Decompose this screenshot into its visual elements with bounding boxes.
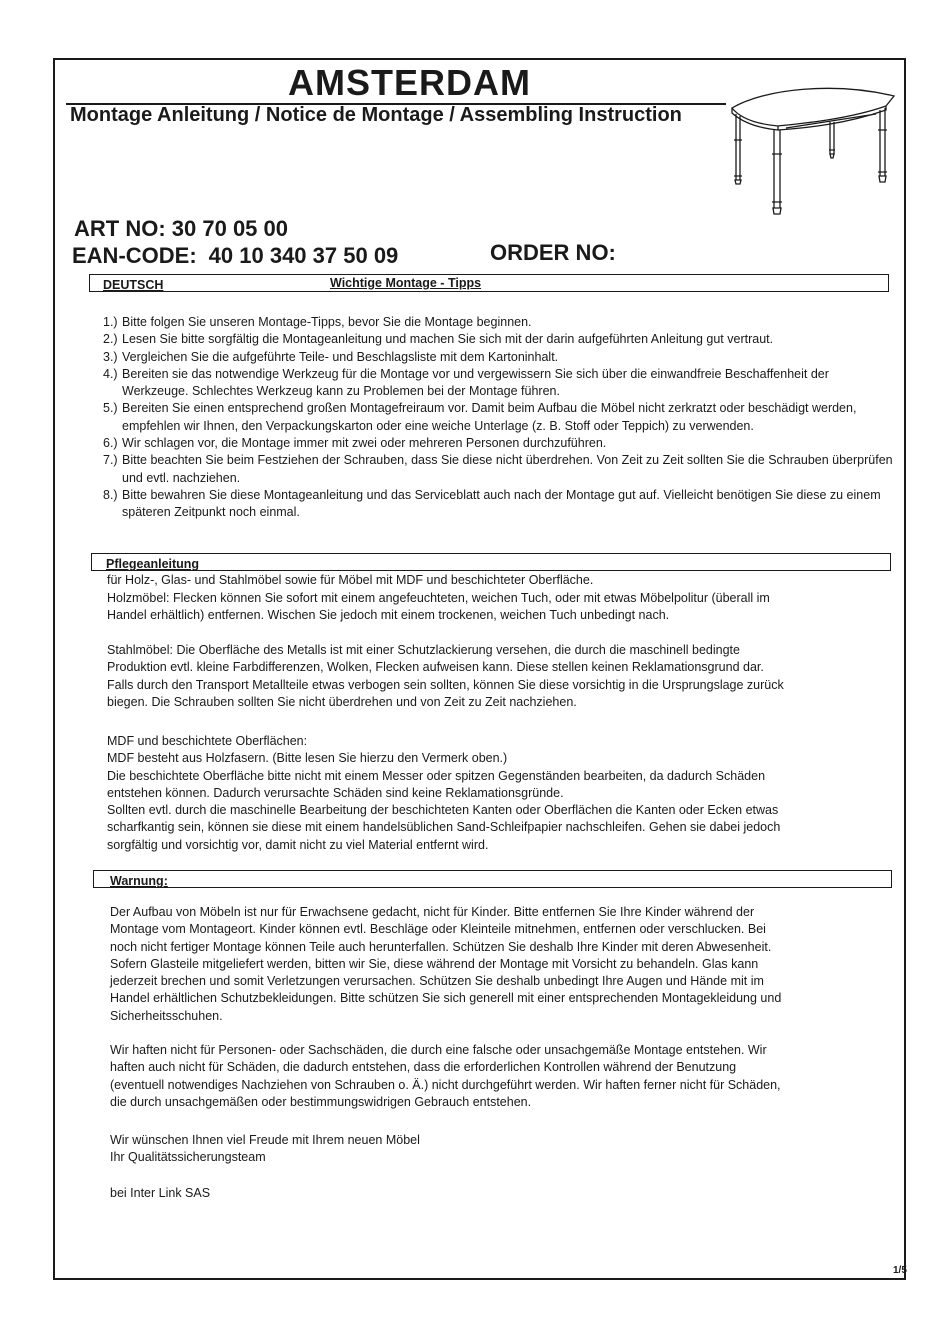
care-mdf: MDF und beschichtete Oberflächen: MDF besteht aus Holzfasern. (Bitte lesen Sie hierzu den Vermerk oben.) Die beschichtete Oberfläche bitte nicht mit einem Messer oder spitzen Gegenständen bearbeiten, da dadurch Schäden entstehen können. Dadurch verursachte Schäden sind keine Reklamationsgründe. Sollten evtl. durch die maschinelle Bearbeitung der beschichteten Kanten oder Oberflächen die Kanten oder Ecken etwas scharfkantig sein, können sie diese mit einem handelsüblichen Sand-Schleifpapier nachschleifen. Gehen sie dabei jedoch sorgfältig und vorsichtig vor, damit nicht zu viel Material entfernt wird. (107, 734, 781, 852)
document-title: AMSTERDAM (288, 62, 531, 103)
tips-list (103, 314, 893, 522)
signature: bei Inter Link SAS (110, 1186, 211, 1200)
care-wood: Holzmöbel: Flecken können Sie sofort mit einem angefeuchteten, weichen Tuch, oder mit etwas Möbelpolitur (überall im Handel erhältlich) entfernen. Wischen Sie jedoch mit einem trockenen, weichen Tuch unbedingt nach. (107, 591, 770, 623)
care-heading: Pflegeanleitung (106, 557, 200, 571)
tips-heading: Wichtige Montage - Tipps (330, 276, 482, 290)
list-item: 8.) Bitte bewahren Sie diese Montageanleitung und das Serviceblatt auch nach der Montage gut auf. Vielleicht benötigen Sie diese zu einem späteren Zeitpunkt noch einmal. (103, 487, 881, 520)
list-item: 1.) Bitte folgen Sie unseren Montage-Tipps, bevor Sie die Montage beginnen. (103, 315, 532, 329)
art-no (74, 216, 288, 242)
ean-code (72, 243, 398, 269)
warning-heading: Warnung: (110, 874, 168, 888)
list-item: 4.) Bereiten sie das notwendige Werkzeug für die Montage vor und vergewissern Sie sich über die einwandfreie Beschaffenheit der Werkzeuge. Schlechtes Werkzeug kann zu Problemen bei der Montage führen. (103, 366, 829, 399)
list-item: 3.) Vergleichen Sie die aufgeführte Teile- und Beschlagsliste mit dem Kartoninhalt. (103, 349, 559, 364)
warning-paragraph-1: Der Aufbau von Möbeln ist nur für Erwachsene gedacht, nicht für Kinder. Bitte entfernen Sie Ihre Kinder während der Montage vom Montageort. Kinder können evtl. Beschläge oder Kleinteile mitnehmen, entfernen oder verschlucken. Bei noch nicht fertiger Montage können Teile auch herunterfallen. Schützen Sie deshalb Ihre Kinder mit deren Abwesenheit. Sofern Glasteile mitgeliefert werden, bitten wir Sie, diese während der Montage mit Vorsicht zu behandeln. Glas kann jederzeit brechen und somit Verletzungen verursachen. Schützen Sie deshalb unbedingt Ihre Augen und Hände mit im Handel erhältlichen Schutzbekleidungen. Bitte schützen Sie sich generell mit einer entsprechenden Montagekleidung und Sicherheitsschuhen. (110, 905, 782, 1023)
care-steel: Stahlmöbel: Die Oberfläche des Metalls ist mit einer Schutzlackierung versehen, die durch die maschinell bedingte Produktion evtl. kleine Farbdifferenzen, Wolken, Flecken aufweisen kann. Diese stellen keinen Reklamationsgrund dar. Falls durch den Transport Metallteile etwas verbogen sein sollten, können Sie diese vorsichtig in die Ursprungslage zurück biegen. Die Schrauben sollten Sie nicht überdrehen und von Zeit zu Zeit nachziehen. (107, 643, 784, 709)
care-intro: für Holz-, Glas- und Stahlmöbel sowie für Möbel mit MDF und beschichteter Oberfläche. (107, 573, 594, 587)
order-no-label: ORDER NO: (490, 240, 616, 265)
warning-header-box (93, 870, 892, 888)
art-no-value: 30 70 05 00 (171, 216, 289, 241)
list-item: 5.) Bereiten Sie einen entsprechend großen Montagefreiraum vor. Damit beim Aufbau die Möbel nicht zerkratzt oder beschädigt werden, empfehlen wir Ihnen, den Verpackungskarton oder eine weiche Unterlage (z. B. Stoff oder Teppich) zu verwenden. (103, 401, 857, 433)
list-item: 2.) Lesen Sie bitte sorgfältig die Montageanleitung und machen Sie sich mit der darin aufgeführten Anleitung gut vertraut. (103, 332, 774, 347)
table-illustration (726, 80, 898, 222)
language-label: DEUTSCH (103, 278, 164, 292)
page-number: 1/5 (893, 1265, 907, 1276)
ean-code-label: EAN-CODE: (72, 243, 197, 268)
list-item: 7.) Bitte beachten Sie beim Festziehen der Schrauben, dass Sie diese nicht überdrehen. Von Zeit zu Zeit sollten Sie die Schrauben überprüfen und evtl. nachziehen. (103, 453, 893, 485)
ean-code-value: 40 10 340 37 50 09 (208, 243, 399, 268)
list-item: 6.) Wir schlagen vor, die Montage immer mit zwei oder mehreren Personen durchzuführen. (103, 436, 607, 451)
art-no-label: ART NO: (74, 216, 166, 241)
care-header-box (91, 553, 891, 571)
document-subtitle: Montage Anleitung / Notice de Montage / Assembling Instruction (70, 104, 682, 126)
tips-header-box (89, 274, 889, 292)
closing-text: Wir wünschen Ihnen viel Freude mit Ihrem neuen Möbel Ihr Qualitätssicherungsteam (110, 1133, 420, 1165)
warning-paragraph-2: Wir haften nicht für Personen- oder Sachschäden, die durch eine falsche oder unsachgemäße Montage entstehen. Wir haften auch nicht für Schäden, die dadurch entstehen, dass die erforderlichen Kontrollen während der Benutzung (eventuell notwendiges Nachziehen von Schrauben o. Ä.) nicht durchgeführt werden. Wir haften ferner nicht für Schäden, die durch unsachgemäßen oder bestimmungswidrigen Gebrauch entstehen. (110, 1043, 781, 1109)
